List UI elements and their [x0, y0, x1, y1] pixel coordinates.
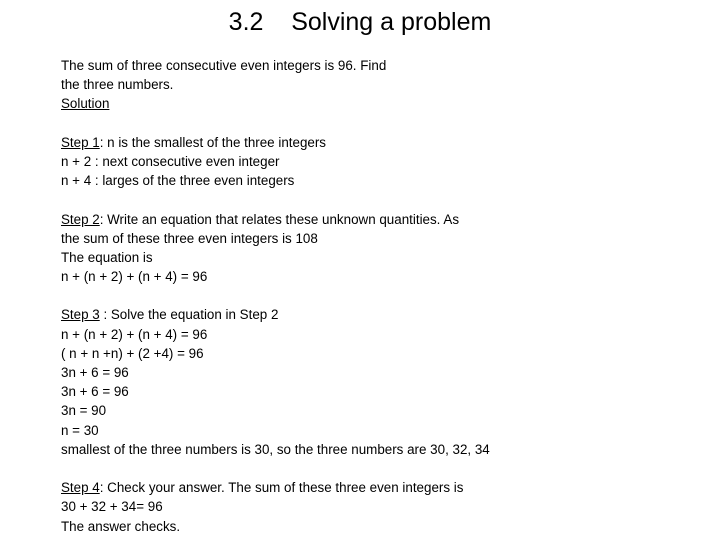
step-2-line: the sum of these three even integers is 108: [61, 230, 318, 246]
step-2-line: The equation is: [61, 249, 153, 265]
spacer: [61, 114, 701, 133]
spacer: [61, 286, 701, 305]
step-2-heading: [61, 210, 701, 229]
page-title: 3.2 Solving a problem: [228, 8, 492, 36]
step-4-line: 30 + 32 + 34= 96: [61, 499, 163, 515]
step-3-conclusion: smallest of the three numbers is 30, so the three numbers are 30, 32, 34: [61, 441, 490, 457]
step-2-label: Step 2: [61, 211, 100, 227]
step-4-label: Step 4: [61, 480, 100, 496]
step-3-heading-text: : Solve the equation in Step 2: [99, 307, 279, 323]
step-1-heading: [61, 133, 701, 152]
step-4-heading-text: : Check your answer. The sum of these three even integers is: [99, 480, 464, 496]
problem-line-2: the three numbers.: [61, 77, 174, 93]
spacer: [61, 190, 701, 209]
step-1-label: Step 1: [61, 134, 100, 150]
spacer: [61, 459, 701, 478]
solution-heading: [61, 94, 701, 113]
solution-label: Solution: [61, 96, 110, 112]
step-3-line: n + (n + 2) + (n + 4) = 96: [61, 326, 208, 342]
step-3-label: Step 3: [61, 307, 100, 323]
problem-line-1: The sum of three consecutive even integers is 96. Find: [61, 58, 387, 73]
step-3-line: 3n + 6 = 96: [61, 365, 129, 380]
step-4-line: The answer checks.: [61, 518, 181, 534]
document-body: [61, 56, 701, 536]
step-1-line: n + 2 : next consecutive even integer: [61, 153, 280, 169]
step-3-line: 3n + 6 = 96: [61, 384, 129, 400]
step-3-line: ( n + n +n) + (2 +4) = 96: [61, 345, 204, 361]
step-1-line: n + 4 : larges of the three even integers: [61, 173, 295, 189]
step-1-heading-text: : n is the smallest of the three integers: [99, 134, 326, 150]
step-2-heading-text: : Write an equation that relates these unknown quantities. As: [99, 211, 460, 227]
step-3-heading: [61, 305, 701, 324]
step-2-equation: n + (n + 2) + (n + 4) = 96: [61, 269, 208, 285]
step-3-line: n = 30: [61, 422, 99, 438]
step-4-heading: [61, 478, 701, 497]
step-3-line: 3n = 90: [61, 403, 107, 419]
